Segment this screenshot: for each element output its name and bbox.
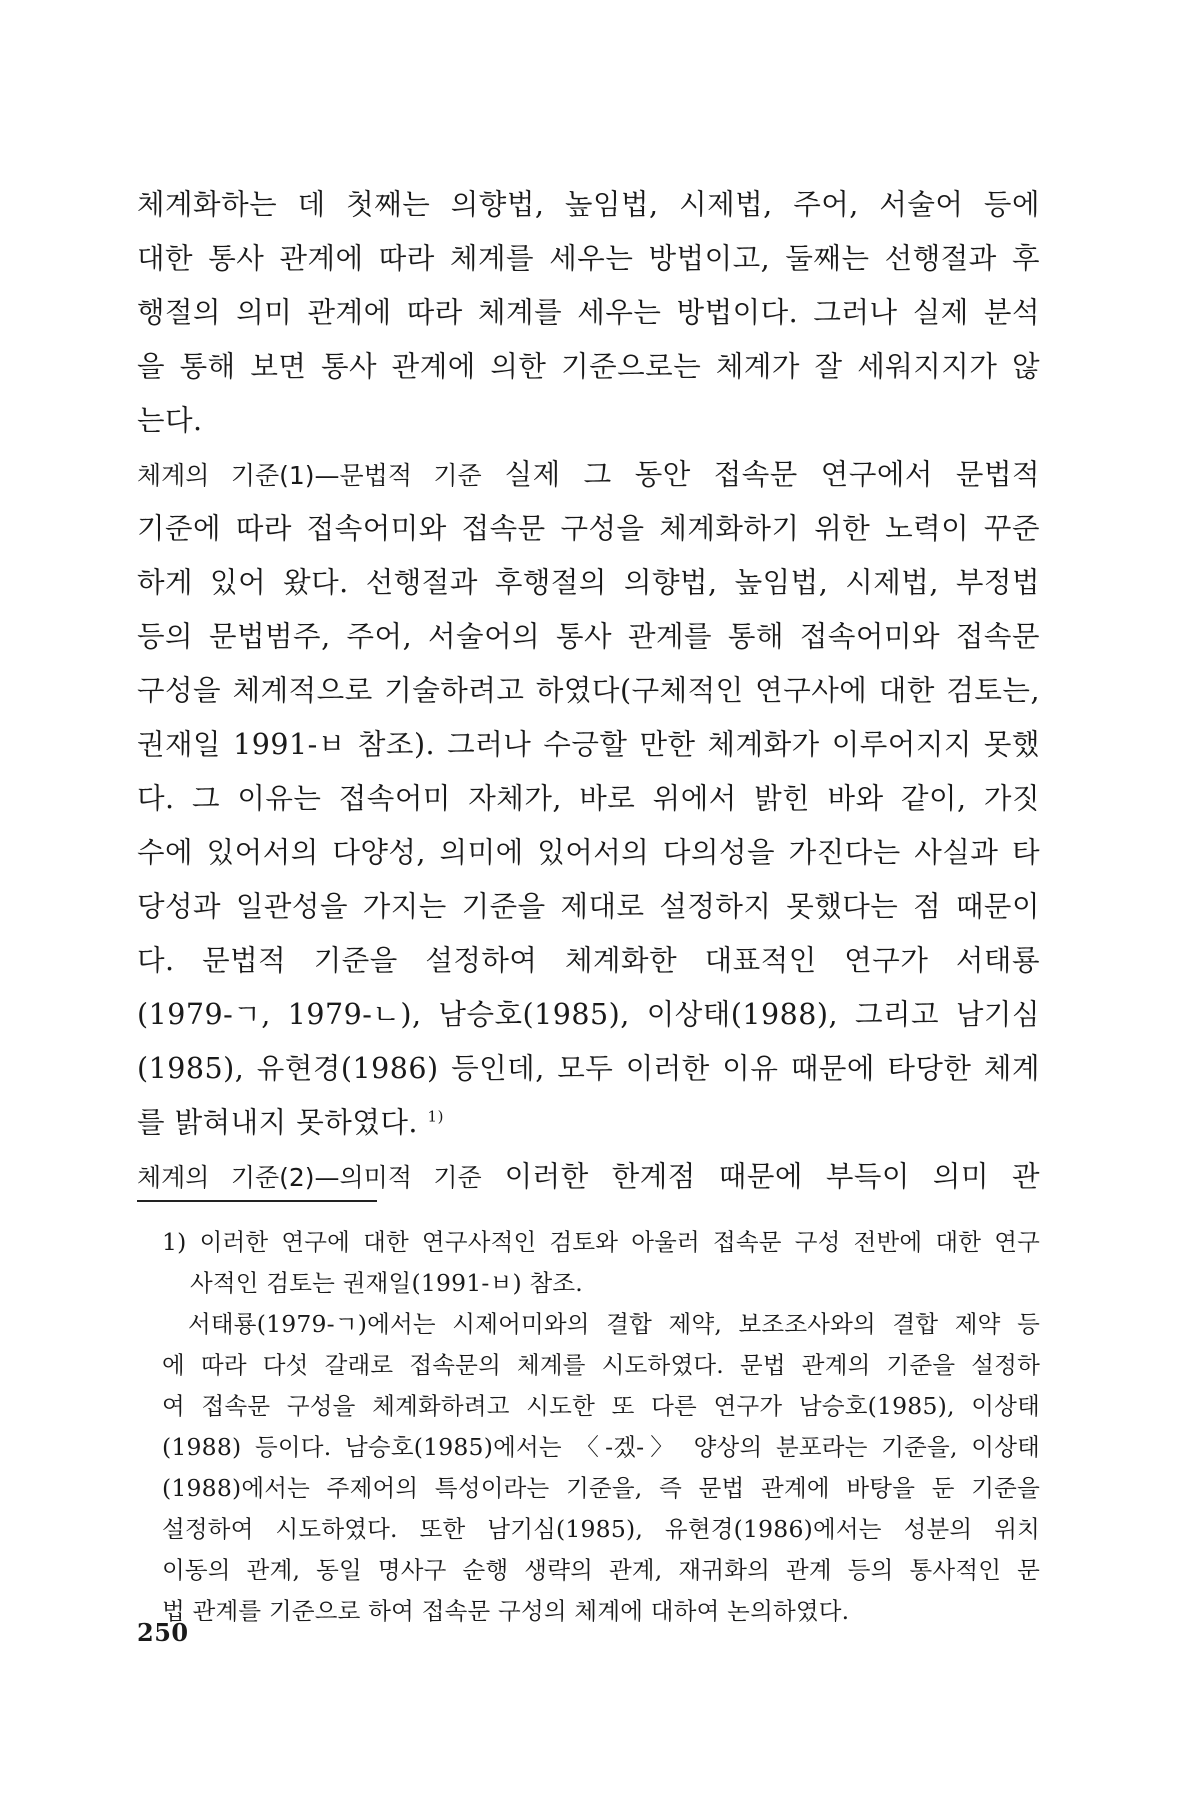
footnote-line: 에 따라 다섯 갈래로 접속문의 체계를 시도하였다. 문법 관계의 기준을 설정하 [162, 1351, 1040, 1379]
footnote-line: (1988)에서는 주제어의 특성이라는 기준을, 즉 문법 관계에 바탕을 둔 기준을 [162, 1474, 1040, 1502]
text-line: 당성과 일관성을 가지는 기준을 제대로 설정하지 못했다는 점 때문이 [137, 890, 1040, 923]
footnote-line: 서태룡(1979-ㄱ)에서는 시제어미와의 결합 제약, 보조조사와의 결합 제약 등 [188, 1310, 1040, 1338]
footnote-line: (1988) 등이다. 남승호(1985)에서는 〈-겠-〉 양상의 분포라는 기준을, 이상태 [162, 1433, 1040, 1461]
text-line: 행절의 의미 관계에 따라 체계를 세우는 방법이다. 그러나 실제 분석 [137, 296, 1040, 329]
text-line: 등의 문법범주, 주어, 서술어의 통사 관계를 통해 접속어미와 접속문 [137, 620, 1040, 653]
text-line: 구성을 체계적으로 기술하려고 하였다(구체적인 연구사에 대한 검토는, [137, 674, 1040, 707]
text-line: 권재일 1991-ㅂ 참조). 그러나 수긍할 만한 체계화가 이루어지지 못했 [137, 728, 1040, 761]
text-line: 체계화하는 데 첫째는 의향법, 높임법, 시제법, 주어, 서술어 등에 [137, 188, 1040, 221]
footnote-divider [137, 1200, 377, 1202]
section-1-first-line-text: 실제 그 동안 접속문 연구에서 문법적 [504, 458, 1041, 491]
section-1-first-line [137, 448, 1040, 502]
text-line-content: 를 밝혀내지 못하였다. [137, 1106, 418, 1139]
footnote-line: 1) 이러한 연구에 대한 연구사적인 검토와 아울러 접속문 구성 전반에 대한 연구 [162, 1228, 1040, 1256]
text-line: 하게 있어 왔다. 선행절과 후행절의 의향법, 높임법, 시제법, 부정법 [137, 566, 1040, 599]
text-line: 기준에 따라 접속어미와 접속문 구성을 체계화하기 위한 노력이 꾸준 [137, 512, 1040, 545]
footnote-reference[interactable]: 1) [427, 1107, 444, 1126]
text-line: 을 통해 보면 통사 관계에 의한 기준으로는 체계가 잘 세워지지가 않 [137, 350, 1040, 383]
body-text [137, 178, 1040, 1204]
text-line: 대한 통사 관계에 따라 체계를 세우는 방법이고, 둘째는 선행절과 후 [137, 242, 1040, 275]
footnotes [162, 1222, 1040, 1632]
text-line: 수에 있어서의 다양성, 의미에 있어서의 다의성을 가진다는 사실과 타 [137, 836, 1040, 869]
text-line: 다. 그 이유는 접속어미 자체가, 바로 위에서 밝힌 바와 같이, 가짓 [137, 782, 1040, 815]
footnote-line: 법 관계를 기준으로 하여 접속문 구성의 체계에 대하여 논의하였다. [162, 1597, 850, 1625]
text-line [137, 1096, 1040, 1150]
section-1-heading: 체계의 기준(1)—문법적 기준 [137, 461, 482, 490]
footnote-line: 여 접속문 구성을 체계화하려고 시도한 또 다른 연구가 남승호(1985), 이상태 [162, 1392, 1040, 1420]
text-line: 는다. [137, 404, 203, 437]
section-2-first-line [137, 1150, 1040, 1204]
footnote-line: 설정하여 시도하였다. 또한 남기심(1985), 유현경(1986)에서는 성분의 위치 [162, 1515, 1040, 1543]
text-line: 다. 문법적 기준을 설정하여 체계화한 대표적인 연구가 서태룡 [137, 944, 1040, 977]
footnote-line: 사적인 검토는 권재일(1991-ㅂ) 참조. [190, 1269, 583, 1297]
footnote-line: 이동의 관계, 동일 명사구 순행 생략의 관계, 재귀화의 관계 등의 통사적인 문 [162, 1556, 1040, 1584]
text-line: (1985), 유현경(1986) 등인데, 모두 이러한 이유 때문에 타당한 체계 [137, 1052, 1040, 1085]
section-2-first-line-text: 이러한 한계점 때문에 부득이 의미 관 [504, 1160, 1041, 1193]
page-number: 250 [137, 1618, 189, 1647]
text-line: (1979-ㄱ, 1979-ㄴ), 남승호(1985), 이상태(1988), 그리고 남기심 [137, 998, 1040, 1031]
section-2-heading: 체계의 기준(2)—의미적 기준 [137, 1163, 482, 1192]
